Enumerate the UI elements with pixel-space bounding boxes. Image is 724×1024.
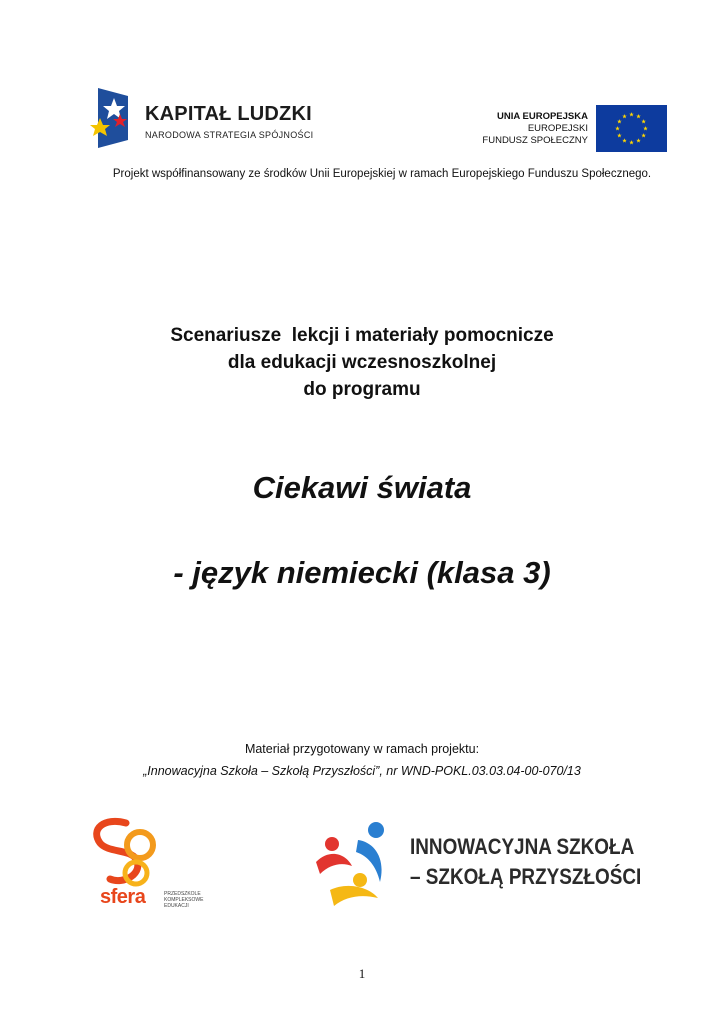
intro-heading (0, 322, 724, 403)
intro-line-2: dla edukacji wczesnoszkolnej (227, 352, 497, 373)
kapital-ludzki-title: KAPITAŁ LUDZKI (145, 103, 312, 125)
funding-note: Projekt współfinansowany ze środków Unii Europejskiej w ramach Europejskiego Funduszu Społecznego. (112, 168, 652, 180)
eu-label-line1: UNIA EUROPEJSKA (497, 111, 588, 122)
innowacyjna-szkola-line-1: INNOWACYJNA SZKOŁA (410, 834, 635, 859)
innowacyjna-szkola-logo (312, 818, 400, 910)
program-title: Ciekawi świata (252, 470, 472, 505)
innowacyjna-szkola-line-2: – SZKOŁĄ PRZYSZŁOŚCI (410, 864, 642, 889)
eu-fund-label (482, 111, 588, 147)
intro-line-1: Scenariusze lekcji i materiały pomocnicze (170, 325, 554, 346)
page-number: 1 (358, 966, 366, 981)
kapital-ludzki-subtitle: NARODOWA STRATEGIA SPÓJNOŚCI (145, 130, 314, 140)
sfera-wordmark: sfera (100, 886, 146, 908)
sfera-subtitle: PRZEDSZKOLE KOMPLEKSOWE EDUKACJI (164, 891, 204, 909)
project-note-line-2: „Innowacyjna Szkoła – Szkołą Przyszłości”, nr WND-POKL.03.03.04-00-070/13 (143, 764, 581, 778)
eu-label-line3: FUNDUSZ SPOŁECZNY (482, 135, 588, 146)
intro-line-3: do programu (303, 379, 421, 400)
program-subtitle: - język niemiecki (klasa 3) (173, 555, 551, 590)
project-note-line-1: Materiał przygotowany w ramach projektu: (244, 742, 480, 756)
eu-flag-icon (596, 105, 667, 152)
kapital-ludzki-logo (88, 88, 136, 150)
eu-label-line2: EUROPEJSKI (527, 123, 588, 134)
